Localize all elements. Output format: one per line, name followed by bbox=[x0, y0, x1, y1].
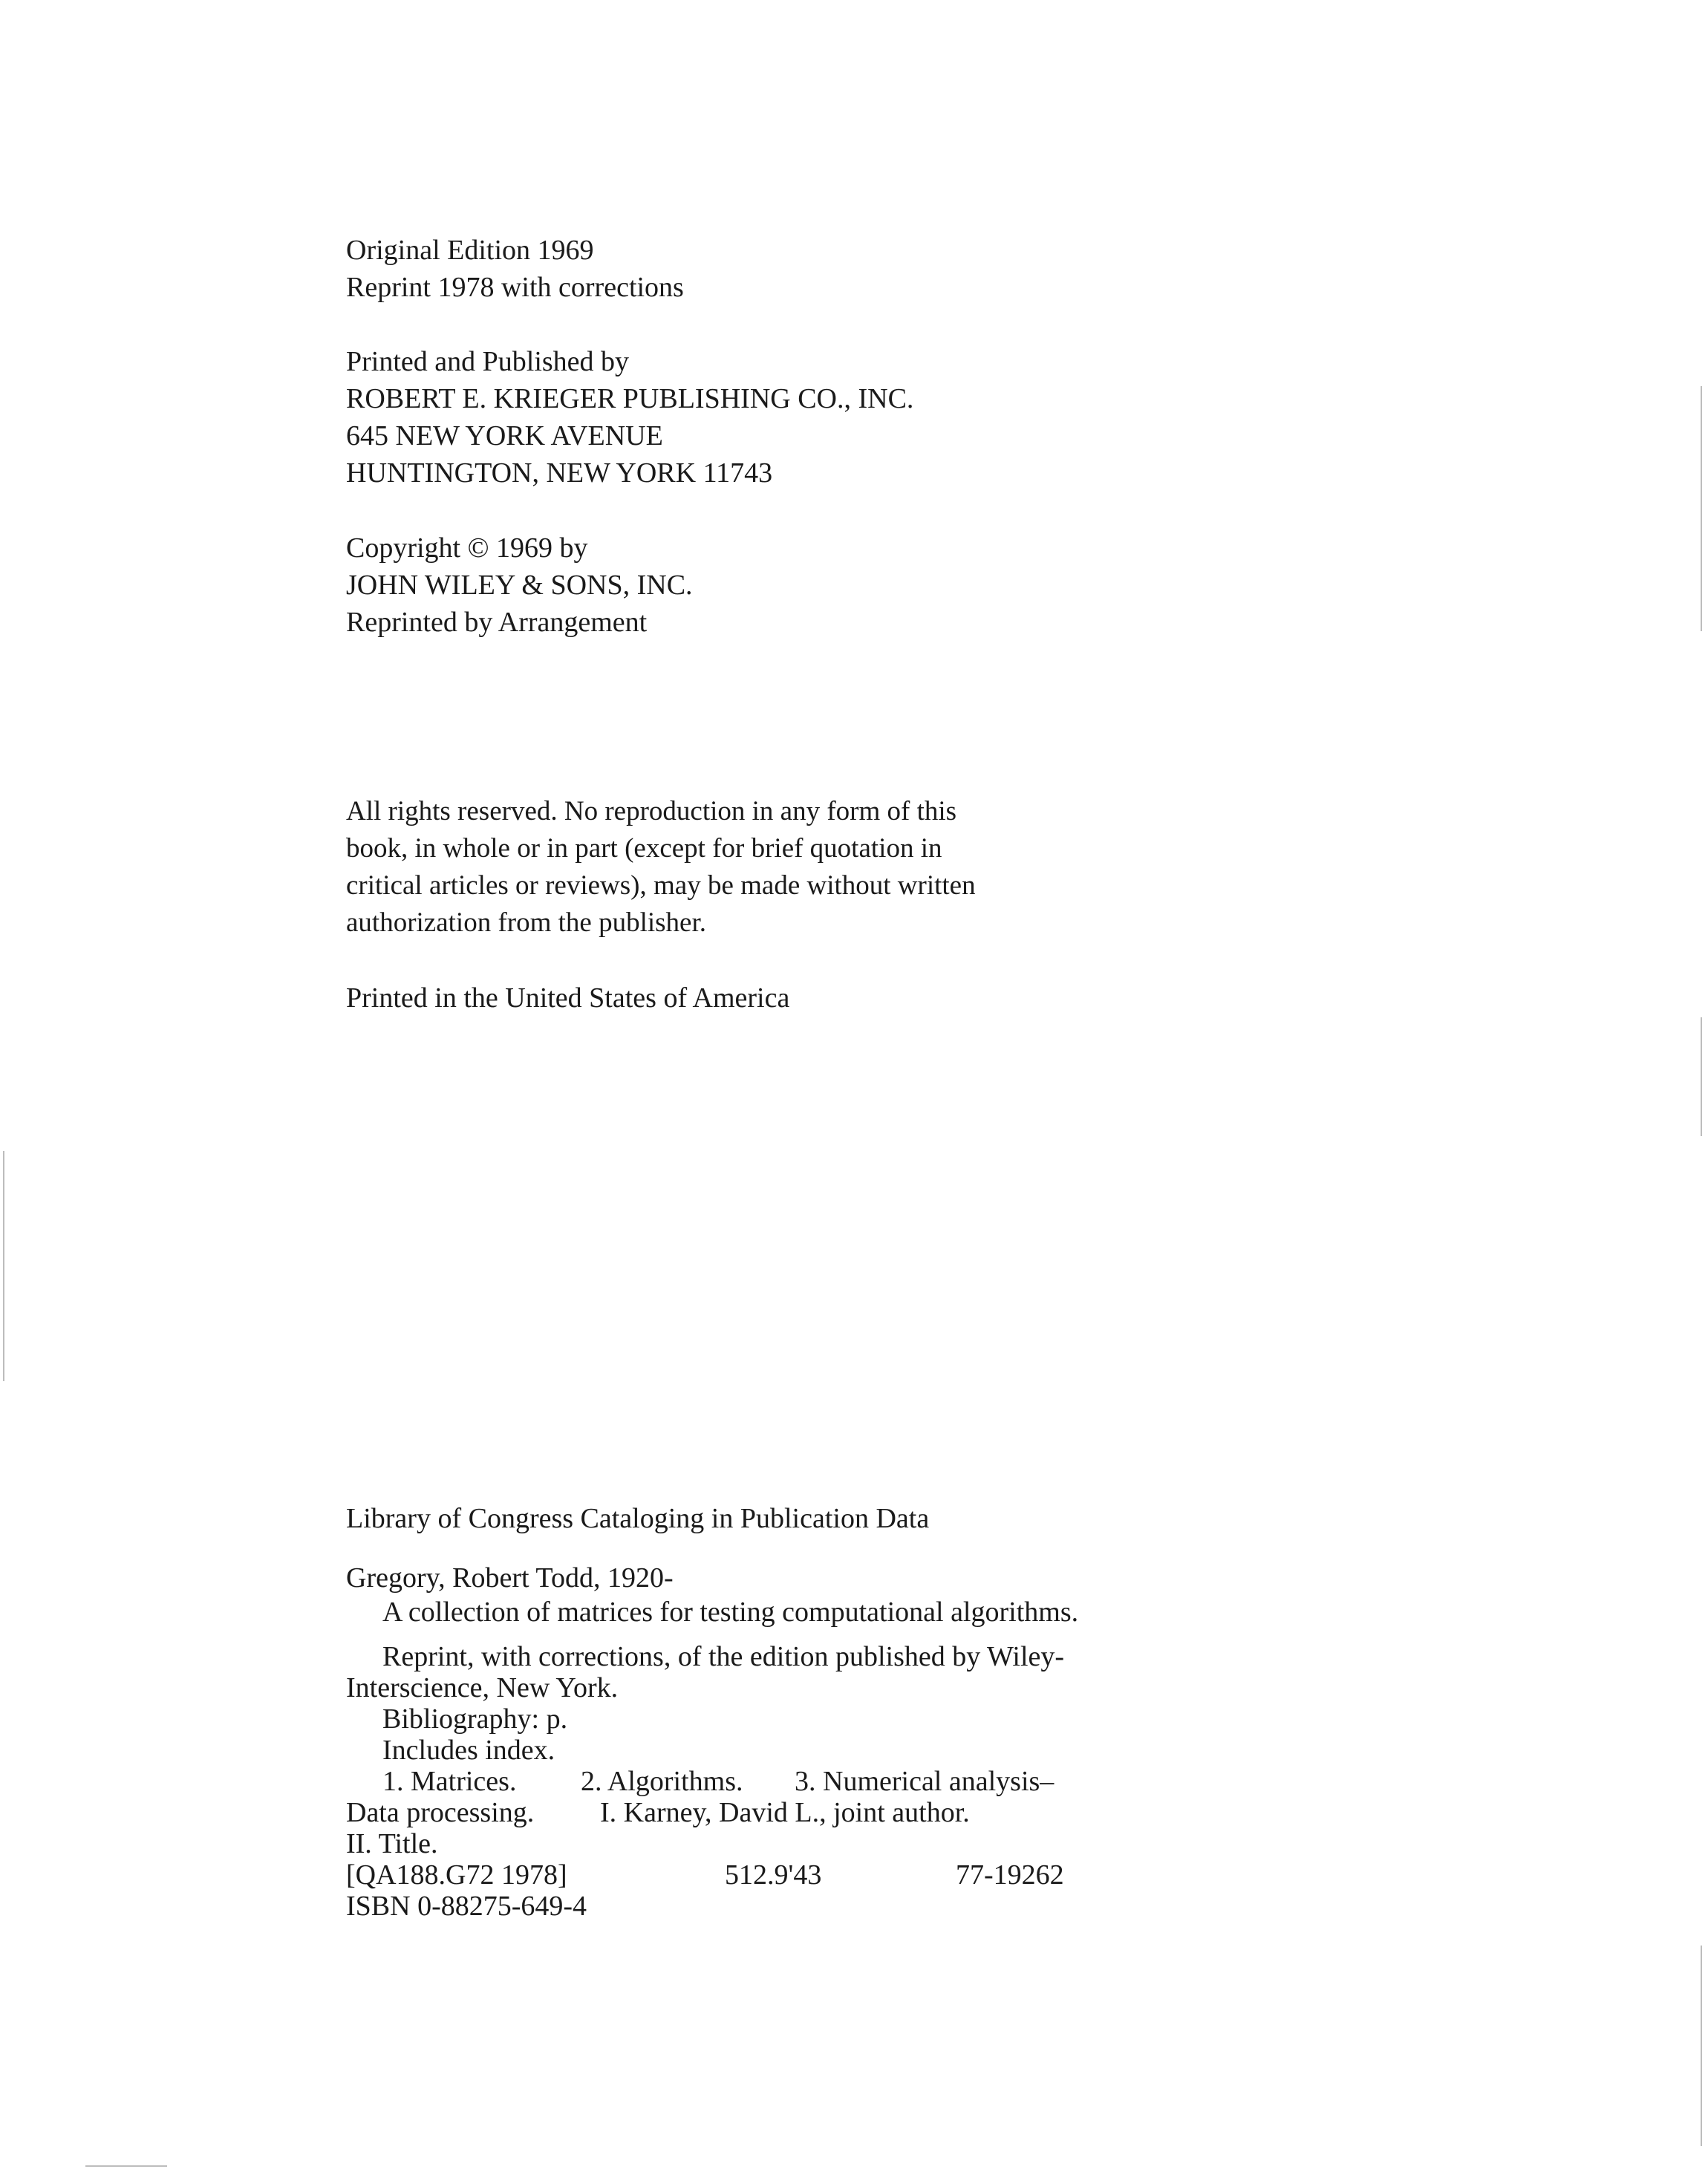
cip-author: Gregory, Robert Todd, 1920- bbox=[346, 1562, 674, 1594]
rights-line-2: book, in whole or in part (except for brief quotation in bbox=[346, 833, 942, 864]
rights-line-3: critical articles or reviews), may be made without written bbox=[346, 870, 976, 901]
original-edition: Original Edition 1969 bbox=[346, 235, 594, 266]
rights-line-4: authorization from the publisher. bbox=[346, 907, 706, 938]
cip-bibliography: Bibliography: p. bbox=[382, 1703, 568, 1735]
cip-dewey: 512.9'43 bbox=[725, 1859, 822, 1891]
cip-heading: Library of Congress Cataloging in Publication Data bbox=[346, 1503, 930, 1534]
publisher-name: ROBERT E. KRIEGER PUBLISHING CO., INC. bbox=[346, 383, 914, 414]
cip-subject-1: 1. Matrices. bbox=[382, 1766, 517, 1797]
cip-subject-3: 3. Numerical analysis– bbox=[795, 1766, 1055, 1797]
publisher-street: 645 NEW YORK AVENUE bbox=[346, 420, 663, 451]
cip-title: A collection of matrices for testing computational algorithms. bbox=[382, 1597, 1079, 1628]
scan-edge-mark-left bbox=[3, 1151, 4, 1381]
cip-lccn: 77-19262 bbox=[956, 1859, 1064, 1891]
cip-subject-2: 2. Algorithms. bbox=[581, 1766, 743, 1797]
printed-in: Printed in the United States of America bbox=[346, 982, 790, 1014]
scan-edge-mark-bottom bbox=[85, 2165, 167, 2167]
cip-added-entry-1: I. Karney, David L., joint author. bbox=[600, 1797, 970, 1828]
cip-subject-3-cont: Data processing. bbox=[346, 1797, 535, 1828]
cip-reprint-line-2: Interscience, New York. bbox=[346, 1672, 619, 1703]
cip-call-number: [QA188.G72 1978] bbox=[346, 1859, 567, 1891]
rights-line-1: All rights reserved. No reproduction in any form of this bbox=[346, 796, 957, 826]
publisher-intro: Printed and Published by bbox=[346, 346, 630, 377]
scan-edge-mark-right-lower bbox=[1701, 1946, 1702, 2146]
publisher-city: HUNTINGTON, NEW YORK 11743 bbox=[346, 457, 773, 489]
cip-reprint-line-1: Reprint, with corrections, of the edition published by Wiley- bbox=[382, 1641, 1065, 1672]
cip-isbn: ISBN 0-88275-649-4 bbox=[346, 1891, 587, 1922]
scan-edge-mark-right-middle bbox=[1701, 1017, 1702, 1136]
copyright-holder: JOHN WILEY & SONS, INC. bbox=[346, 570, 693, 601]
reprint-edition: Reprint 1978 with corrections bbox=[346, 272, 684, 303]
reprint-arrangement: Reprinted by Arrangement bbox=[346, 607, 648, 638]
cip-index: Includes index. bbox=[382, 1735, 555, 1766]
scan-edge-mark-right-upper bbox=[1701, 386, 1702, 631]
cip-added-entry-2: II. Title. bbox=[346, 1828, 438, 1859]
copyright-line: Copyright © 1969 by bbox=[346, 532, 588, 564]
